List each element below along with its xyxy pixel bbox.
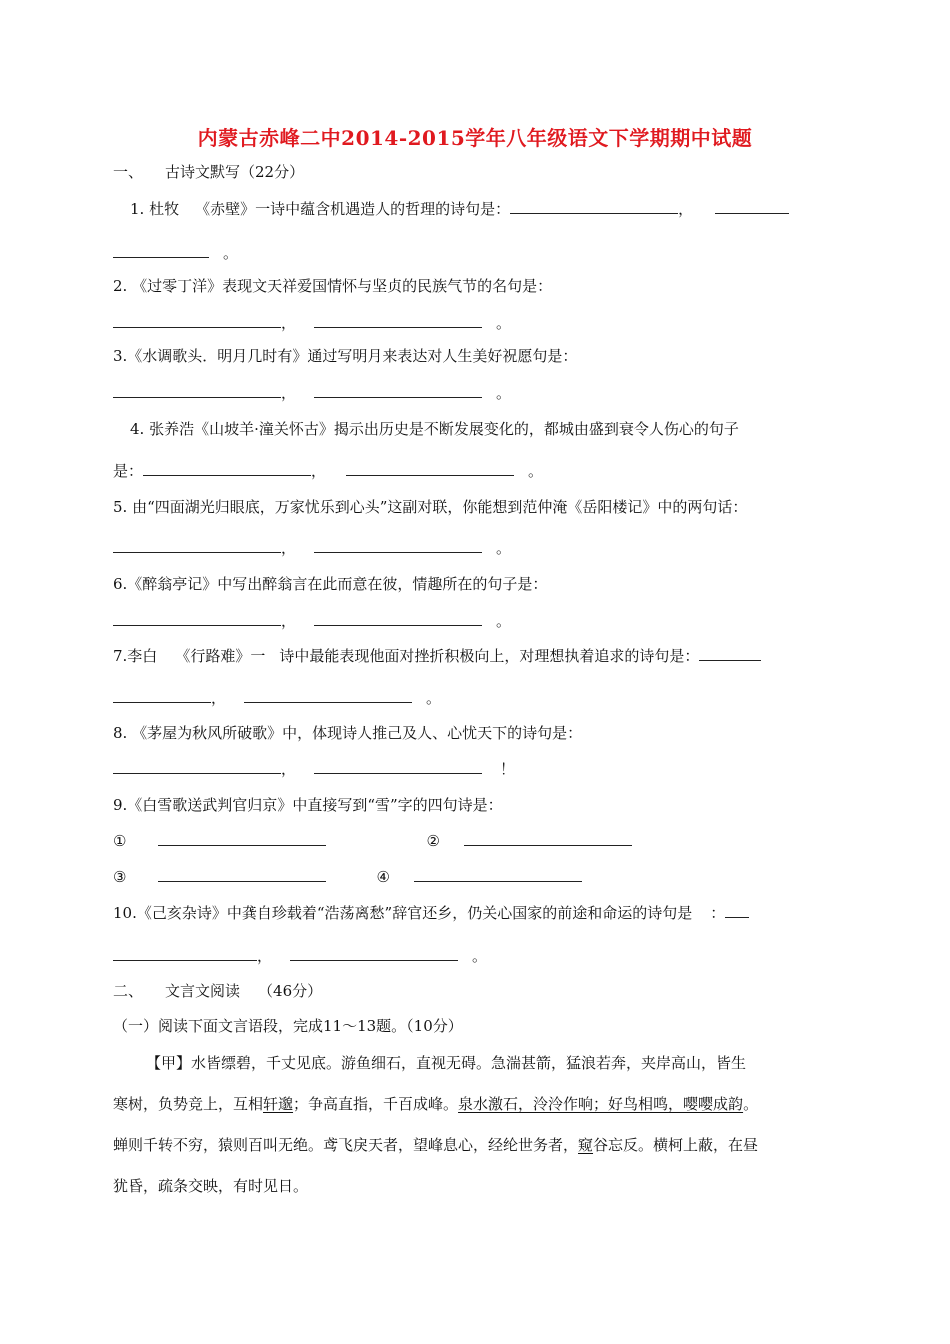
answer-blank[interactable] <box>414 867 582 882</box>
section-number: 二、 <box>113 982 144 1000</box>
section-title: 文言文阅读 <box>165 982 241 1000</box>
answer-blank[interactable] <box>725 903 749 918</box>
answer-blank[interactable] <box>346 461 514 476</box>
question-text: 是： <box>113 462 144 480</box>
question-1-cont <box>113 243 238 263</box>
punctuation: ， <box>281 539 297 557</box>
question-10 <box>113 903 749 923</box>
answer-blank[interactable] <box>314 313 482 328</box>
question-text: 诗中最能表现他面对挫折积极向上，对理想执着追求的诗句是： <box>279 647 700 665</box>
question-4: 4. 张养浩《山坡羊·潼关怀古》揭示出历史是不断发展变化的，都城由盛到衰令人伤心的句子 <box>130 420 739 438</box>
answer-blank[interactable] <box>715 199 789 214</box>
answer-blank[interactable] <box>158 831 326 846</box>
section-score: （46分） <box>258 982 323 1000</box>
punctuation: ， <box>211 689 227 707</box>
answer-blank[interactable] <box>464 831 632 846</box>
punctuation: ， <box>281 314 297 332</box>
answer-blank[interactable] <box>314 759 482 774</box>
question-5-answer <box>113 538 511 558</box>
underlined-word: 窥 <box>578 1136 594 1154</box>
punctuation: ， <box>311 462 327 480</box>
passage-text: ；争高直指，千百成峰。 <box>293 1095 459 1113</box>
passage-text: 寒树，负势竞上，互相 <box>113 1095 264 1113</box>
question-text: 7.李白 <box>113 647 158 665</box>
punctuation: 。 <box>223 244 239 262</box>
section-2-heading <box>113 981 322 1001</box>
passage-text: 谷忘反。横柯上蔽，在昼 <box>593 1136 759 1154</box>
circled-number: ④ <box>376 868 390 886</box>
question-7-answer <box>113 688 441 708</box>
page-title: 内蒙古赤峰二中2014-2015学年八年级语文下学期期中试题 <box>197 126 753 150</box>
answer-blank[interactable] <box>244 688 412 703</box>
question-text: 10.《己亥杂诗》中龚自珍载着“浩荡离愁”辞官还乡，仍关心国家的前途和命运的诗句是 <box>113 904 693 922</box>
punctuation: ， <box>281 384 297 402</box>
punctuation: ： <box>710 904 726 922</box>
question-1 <box>130 199 789 219</box>
passage-line <box>113 1135 758 1155</box>
punctuation: 。 <box>426 689 442 707</box>
question-9: 9.《白雪歌送武判官归京》中直接写到“雪”字的四句诗是： <box>113 796 503 814</box>
punctuation: 。 <box>496 314 512 332</box>
section-number: 一、 <box>113 163 144 181</box>
answer-blank[interactable] <box>113 688 211 703</box>
answer-blank[interactable] <box>113 538 281 553</box>
punctuation: ， <box>678 200 694 218</box>
punctuation: ， <box>281 612 297 630</box>
question-7 <box>113 646 761 666</box>
circled-number: ③ <box>113 868 127 886</box>
answer-blank[interactable] <box>510 199 678 214</box>
passage-line: 【甲】水皆缥碧，千丈见底。游鱼细石，直视无碍。急湍甚箭，猛浪若奔，夹岸高山，皆生 <box>146 1054 747 1072</box>
answer-blank[interactable] <box>113 759 281 774</box>
passage-text: 蝉则千转不穷，猿则百叫无绝。鸢飞戾天者，望峰息心，经纶世务者， <box>113 1136 579 1154</box>
question-2: 2. 《过零丁洋》表现文天祥爱国情怀与坚贞的民族气节的名句是： <box>113 277 553 295</box>
answer-blank[interactable] <box>113 383 281 398</box>
subsection-1-instruction: （一）阅读下面文言语段，完成11～13题。（10分） <box>113 1017 463 1035</box>
question-8-answer <box>113 759 515 779</box>
question-9-row-2 <box>113 867 582 887</box>
punctuation: 。 <box>496 539 512 557</box>
question-4-answer <box>113 461 543 481</box>
punctuation: ， <box>257 947 273 965</box>
answer-blank[interactable] <box>113 946 257 961</box>
answer-blank[interactable] <box>113 243 209 258</box>
punctuation: ， <box>281 760 297 778</box>
answer-blank[interactable] <box>699 646 761 661</box>
answer-blank[interactable] <box>314 538 482 553</box>
passage-line <box>113 1094 758 1114</box>
underlined-sentence: 泉水激石，泠泠作响；好鸟相鸣，嘤嘤成韵 <box>458 1095 744 1113</box>
answer-blank[interactable] <box>113 611 281 626</box>
question-text: 1. 杜牧 <box>130 200 180 218</box>
question-6-answer <box>113 611 511 631</box>
answer-blank[interactable] <box>290 946 458 961</box>
circled-number: ② <box>426 832 440 850</box>
passage-text: 。 <box>743 1095 759 1113</box>
question-5: 5. 由“四面湖光归眼底，万家忧乐到心头”这副对联，你能想到范仲淹《岳阳楼记》中的两句话： <box>113 498 748 516</box>
circled-number: ① <box>113 832 127 850</box>
answer-blank[interactable] <box>143 461 311 476</box>
question-3: 3.《水调歌头．明月几时有》通过写明月来表达对人生美好祝愿句是： <box>113 347 578 365</box>
question-10-answer <box>113 946 487 966</box>
question-6: 6.《醉翁亭记》中写出醉翁言在此而意在彼，情趣所在的句子是： <box>113 575 548 593</box>
answer-blank[interactable] <box>158 867 326 882</box>
question-3-answer <box>113 383 511 403</box>
answer-blank[interactable] <box>314 611 482 626</box>
punctuation: ！ <box>500 760 516 778</box>
section-title: 古诗文默写（22分） <box>165 163 305 181</box>
question-text: 《赤壁》一诗中蕴含机遇造人的哲理的诗句是： <box>195 200 511 218</box>
underlined-word: 轩邈 <box>263 1095 294 1113</box>
punctuation: 。 <box>528 462 544 480</box>
punctuation: 。 <box>472 947 488 965</box>
punctuation: 。 <box>496 612 512 630</box>
question-2-answer <box>113 313 511 333</box>
section-1-heading <box>113 162 304 182</box>
question-8: 8. 《茅屋为秋风所破歌》中，体现诗人推己及人、心忧天下的诗句是： <box>113 724 583 742</box>
question-text: 《行路难》一 <box>175 647 266 665</box>
answer-blank[interactable] <box>314 383 482 398</box>
passage-line: 犹昏，疏条交映，有时见日。 <box>113 1177 309 1195</box>
answer-blank[interactable] <box>113 313 281 328</box>
question-9-row-1 <box>113 831 632 851</box>
punctuation: 。 <box>496 384 512 402</box>
